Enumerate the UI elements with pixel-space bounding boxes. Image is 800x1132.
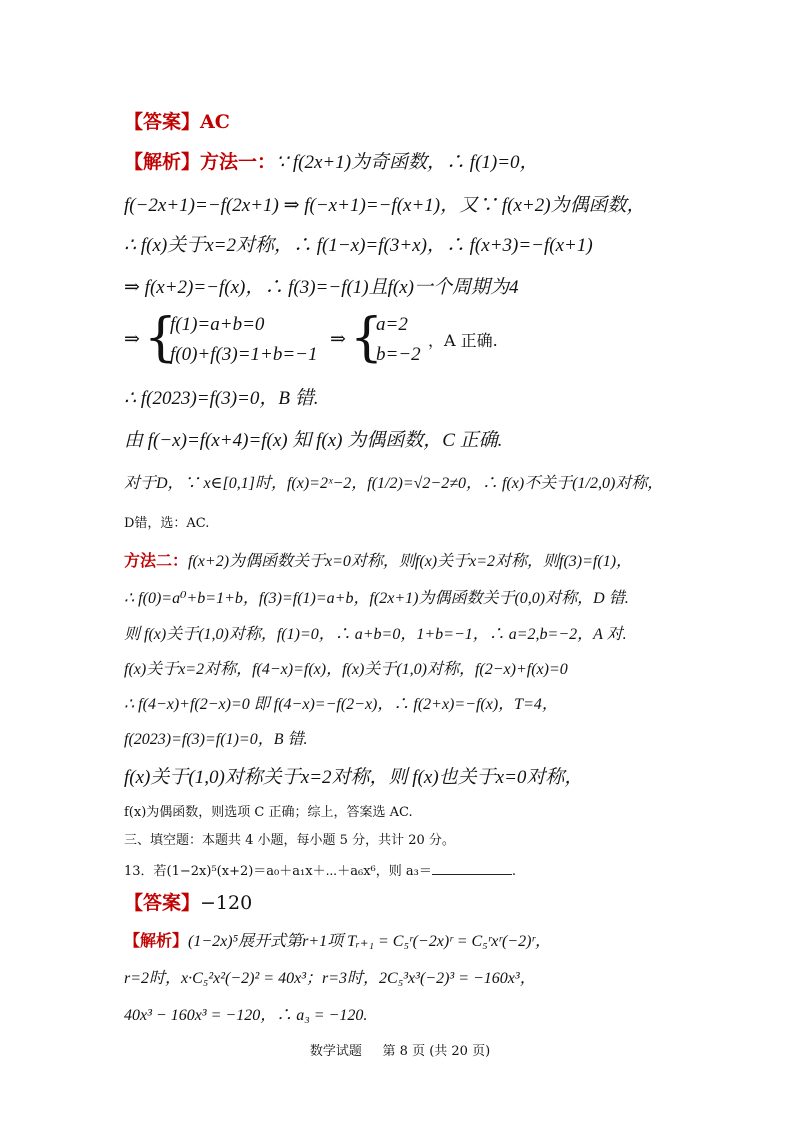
- analysis2-text: (1−2x)⁵展开式第r+1项 Tᵣ₊₁ = C₅ʳ(−2x)ʳ = C₅ʳxʳ(−2)ʳ，: [188, 933, 551, 950]
- answer-line-2: [124, 888, 252, 915]
- analysis2-line-1: [124, 928, 551, 951]
- analysis2-line-2: r=2时，x·C₅²x²(−2)² = 40x³；r=3时，2C₅³x³(−2)³ = −160x³，: [124, 970, 536, 987]
- analysis-line-1: [124, 147, 539, 174]
- method2-line-2: ∴ f(0)=a⁰+b=1+b，f(3)=f(1)=a+b，f(2x+1)为偶函数关于(0,0)对称，D 错.: [124, 590, 629, 607]
- analysis-tag-2: 【解析】: [124, 931, 189, 950]
- analysis-tag: 【解析】: [124, 151, 201, 173]
- method2-line-6: f(2023)=f(3)=f(1)=0，B 错.: [124, 731, 308, 748]
- method2-line-8: f(x)为偶函数，则选项 C 正确；综上，答案选 AC.: [124, 805, 413, 820]
- system-eq-4: b=−2: [376, 344, 421, 365]
- analysis-line-9: D错，选：AC.: [124, 516, 210, 531]
- answer-line-1: [124, 107, 230, 134]
- question-13-end: .: [511, 864, 516, 879]
- method2-line-1: [124, 548, 632, 571]
- system-eq-3: a=2: [376, 314, 408, 335]
- analysis-line-6: ∴ f(2023)=f(3)=0，B 错.: [124, 388, 319, 409]
- analysis-line-2: f(−2x+1)=−f(2x+1) ⇒ f(−x+1)=−f(x+1)，又∵ f(x+2)为偶函数，: [124, 195, 646, 216]
- analysis2-line-3: 40x³ − 160x³ = −120，∴ a₃ = −120.: [124, 1007, 368, 1024]
- method1-label: 方法一：: [200, 151, 277, 173]
- system-conclusion: ，A 正确.: [428, 331, 498, 350]
- footer-subject: 数学试题: [309, 1044, 362, 1059]
- method2-line-7: f(x)关于(1,0)对称关于x=2对称，则 f(x)也关于x=0对称，: [124, 767, 584, 788]
- analysis-line-7: 由 f(−x)=f(x+4)=f(x) 知 f(x) 为偶函数，C 正确.: [124, 430, 503, 451]
- system-eq-1: f(1)=a+b=0: [170, 314, 265, 335]
- method2-label: 方法二：: [124, 551, 189, 570]
- answer-tag-2: 【答案】: [124, 892, 201, 914]
- answer-blank: [432, 862, 512, 875]
- answer-value-2: −120: [200, 892, 253, 914]
- footer-page: 第 8 页 (共 20 页): [382, 1044, 491, 1059]
- system-arrow-2: ⇒: [330, 328, 346, 350]
- brace-left-2: {: [350, 308, 384, 368]
- analysis-line-4: ⇒ f(x+2)=−f(x)，∴ f(3)=−f(1)且f(x)一个周期为4: [124, 277, 519, 298]
- system-arrow-1: ⇒: [124, 328, 140, 350]
- method2-line-3: 则 f(x)关于(1,0)对称，f(1)=0，∴ a+b=0，1+b=−1，∴ a=2,b=−2，A 对.: [124, 626, 627, 643]
- answer-tag: 【答案】: [124, 111, 201, 133]
- question-13-text: 13．若(1−2x)⁵(x+2)＝a₀＋a₁x＋⋯＋a₆x⁶，则 a₃＝: [124, 864, 432, 879]
- question-13: [124, 860, 516, 879]
- analysis-line-8: 对于D，∵ x∈[0,1]时，f(x)=2ˣ−2，f(1/2)=√2−2≠0，∴ f(x)不关于(1/2,0)对称，: [124, 475, 664, 492]
- section-heading: 三、填空题：本题共 4 小题，每小题 5 分，共计 20 分。: [124, 833, 455, 848]
- brace-left-1: {: [144, 308, 178, 368]
- method2-text: f(x+2)为偶函数关于x=0对称，则f(x)关于x=2对称，则f(3)=f(1)，: [188, 553, 633, 570]
- analysis-text: ∵ f(2x+1)为奇函数，∴ f(1)=0，: [276, 152, 539, 173]
- method2-line-5: ∴ f(4−x)+f(2−x)=0 即 f(4−x)=−f(2−x)，∴ f(2+x)=−f(x)，T=4，: [124, 696, 558, 713]
- system-eq-2: f(0)+f(3)=1+b=−1: [170, 344, 318, 365]
- analysis-line-3: ∴ f(x)关于x=2对称，∴ f(1−x)=f(3+x)，∴ f(x+3)=−f(x+1): [124, 235, 593, 256]
- method2-line-4: f(x)关于x=2对称，f(4−x)=f(x)，f(x)关于(1,0)对称，f(2−x)+f(x)=0: [124, 661, 568, 678]
- answer-value: AC: [200, 111, 230, 133]
- page-footer: [0, 1040, 800, 1059]
